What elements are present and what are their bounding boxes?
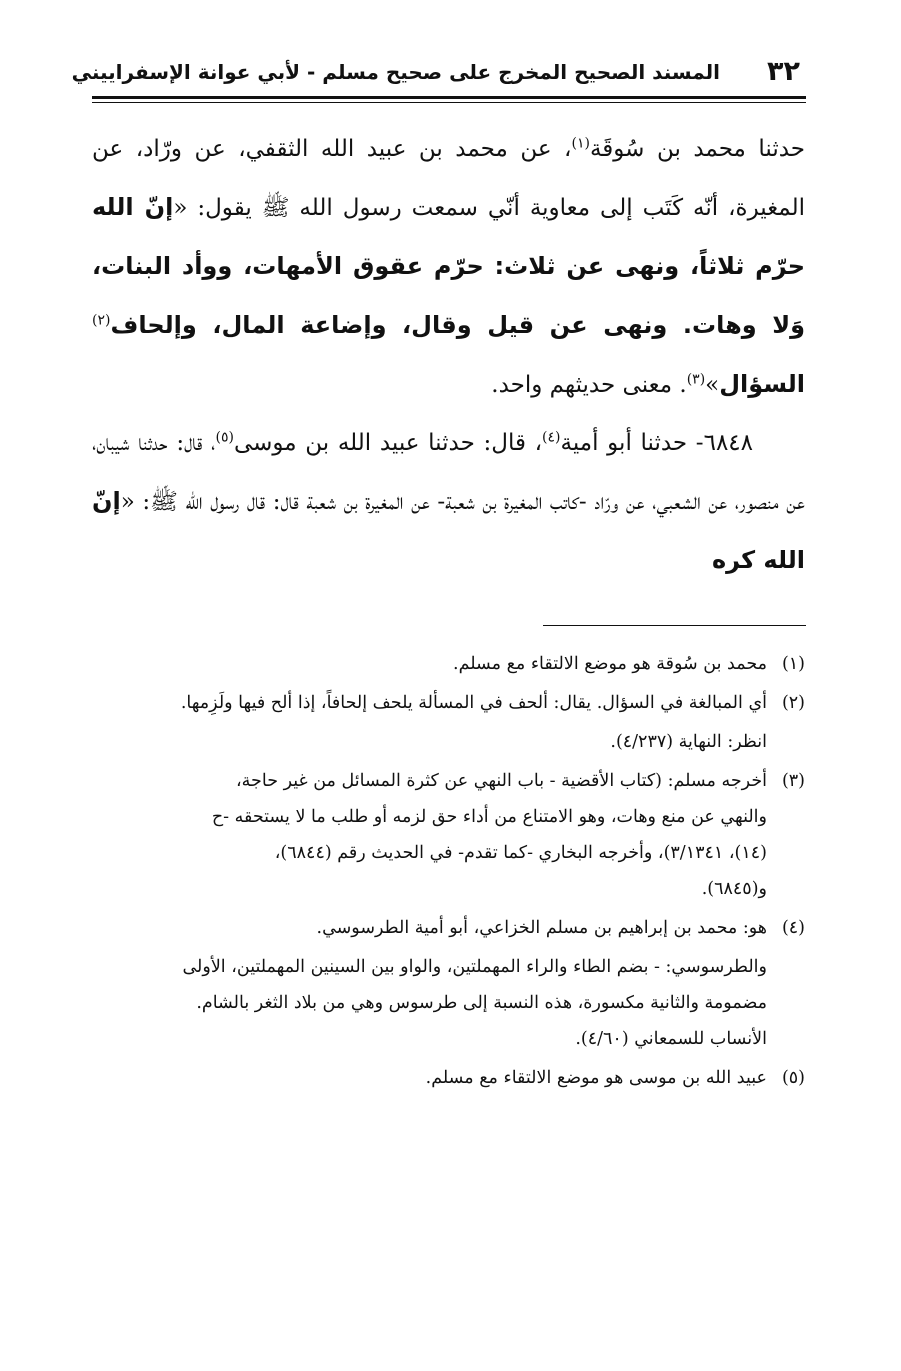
narration-text: حدثنا محمد بن سُوقَة [589, 136, 806, 162]
footnote-continuation [92, 949, 805, 1057]
hadith-paragraph-2 [92, 414, 805, 590]
quote-mark: » [705, 372, 720, 398]
footnote-line: انظر: النهاية (٤/٢٣٧). [610, 732, 767, 752]
footnote-number: (٥) [781, 1068, 805, 1088]
footnote-line: (١٤)، ٣/١٣٤١)، وأخرجه البخاري -كما تقدم- في الحديث رقم (٦٨٤٤)، [274, 843, 767, 863]
hadith-matn: السؤال [719, 370, 805, 398]
footnote-ref: (٣) [686, 371, 706, 388]
footnote-line: والنهي عن منع وهات، وهو الامتناع من أداء حق لزمه أو طلب ما لا يستحقه -ح [211, 807, 767, 827]
hadith-matn: إنّ الله كره [92, 487, 805, 574]
header-rule-thick [92, 96, 806, 99]
hadith-paragraph-1 [92, 120, 805, 414]
footnote [92, 910, 805, 946]
narration-text: . معنى حديثهم واحد. [491, 372, 687, 398]
footnote-line: أخرجه مسلم: (كتاب الأقضية - باب النهي عن كثرة المسائل من غير حاجة، [236, 771, 767, 791]
running-title: المسند الصحيح المخرج على صحيح مسلم - لأبي عوانة الإسفراييني [71, 60, 720, 84]
narration-text: ، قال: حدثنا عبيد الله بن موسى [233, 430, 543, 456]
narration-text: ، قال: حدثنا شيبان، عن منصور، عن الشعبي، عن ورّاد -كاتب المغيرة بن شعبة- عن المغيرة بن شعبة قال: قال رسول الله ﷺ: « [92, 430, 805, 515]
footnote-ref: (٤) [542, 429, 561, 446]
footnote-line: محمد بن سُوقة هو موضع الالتقاء مع مسلم. [453, 654, 767, 674]
page-number: ٣٢ [767, 56, 800, 87]
footnote-line: أي المبالغة في السؤال. يقال: ألحف في المسألة يلحف إلحافاً، إذا ألح فيها ولَزِمها. [180, 693, 767, 713]
footnote-line: هو: محمد بن إبراهيم بن مسلم الخزاعي، أبو أمية الطرسوسي. [316, 918, 767, 938]
footnote-ref: (٢) [92, 312, 111, 329]
footnote-number: (٢) [781, 693, 805, 713]
footnote [92, 685, 805, 721]
footnotes [92, 646, 805, 1099]
footnote [92, 1060, 805, 1096]
footnote-line: والطرسوسي: - بضم الطاء والراء المهملتين، والواو بين السينين المهملتين، الأولى [182, 957, 767, 977]
main-text [92, 120, 805, 590]
footnote-line: الأنساب للسمعاني (٤/٦٠). [575, 1029, 767, 1049]
footnote [92, 763, 805, 907]
page-header [71, 52, 806, 94]
hadith-matn: إنّ الله حرّم ثلاثاً، ونهى عن ثلاث: حرّم عقوق الأمهات، ووأد البنات، وَلا وهات. ونهى عن قيل وقال، وإضاعة المال، وإلحاف [92, 193, 805, 339]
footnote-number: (١) [781, 654, 805, 674]
footnote-line: عبيد الله بن موسى هو موضع الالتقاء مع مسلم. [425, 1068, 767, 1088]
footnote-number: (٤) [781, 918, 805, 938]
footnote-number: (٣) [781, 771, 805, 791]
footnote-line: و(٦٨٤٥). [701, 879, 767, 899]
footnote-ref: (٥) [215, 429, 234, 446]
header-rule-thin [92, 102, 806, 103]
narration-text: ، عن محمد بن عبيد الله الثقفي، عن ورّاد، عن المغيرة، أنّه كَتَب إلى معاوية أنّي سمعت رسول الله ﷺ يقول: « [92, 136, 805, 221]
footnote-line: مضمومة والثانية مكسورة، هذه النسبة إلى طرسوس وهي من بلاد الثغر بالشام. [196, 993, 767, 1013]
footnote-separator [543, 625, 806, 626]
narration-text: ٦٨٤٨- حدثنا أبو أمية [560, 430, 754, 456]
footnote-ref: (١) [571, 135, 590, 152]
footnote [92, 646, 805, 682]
